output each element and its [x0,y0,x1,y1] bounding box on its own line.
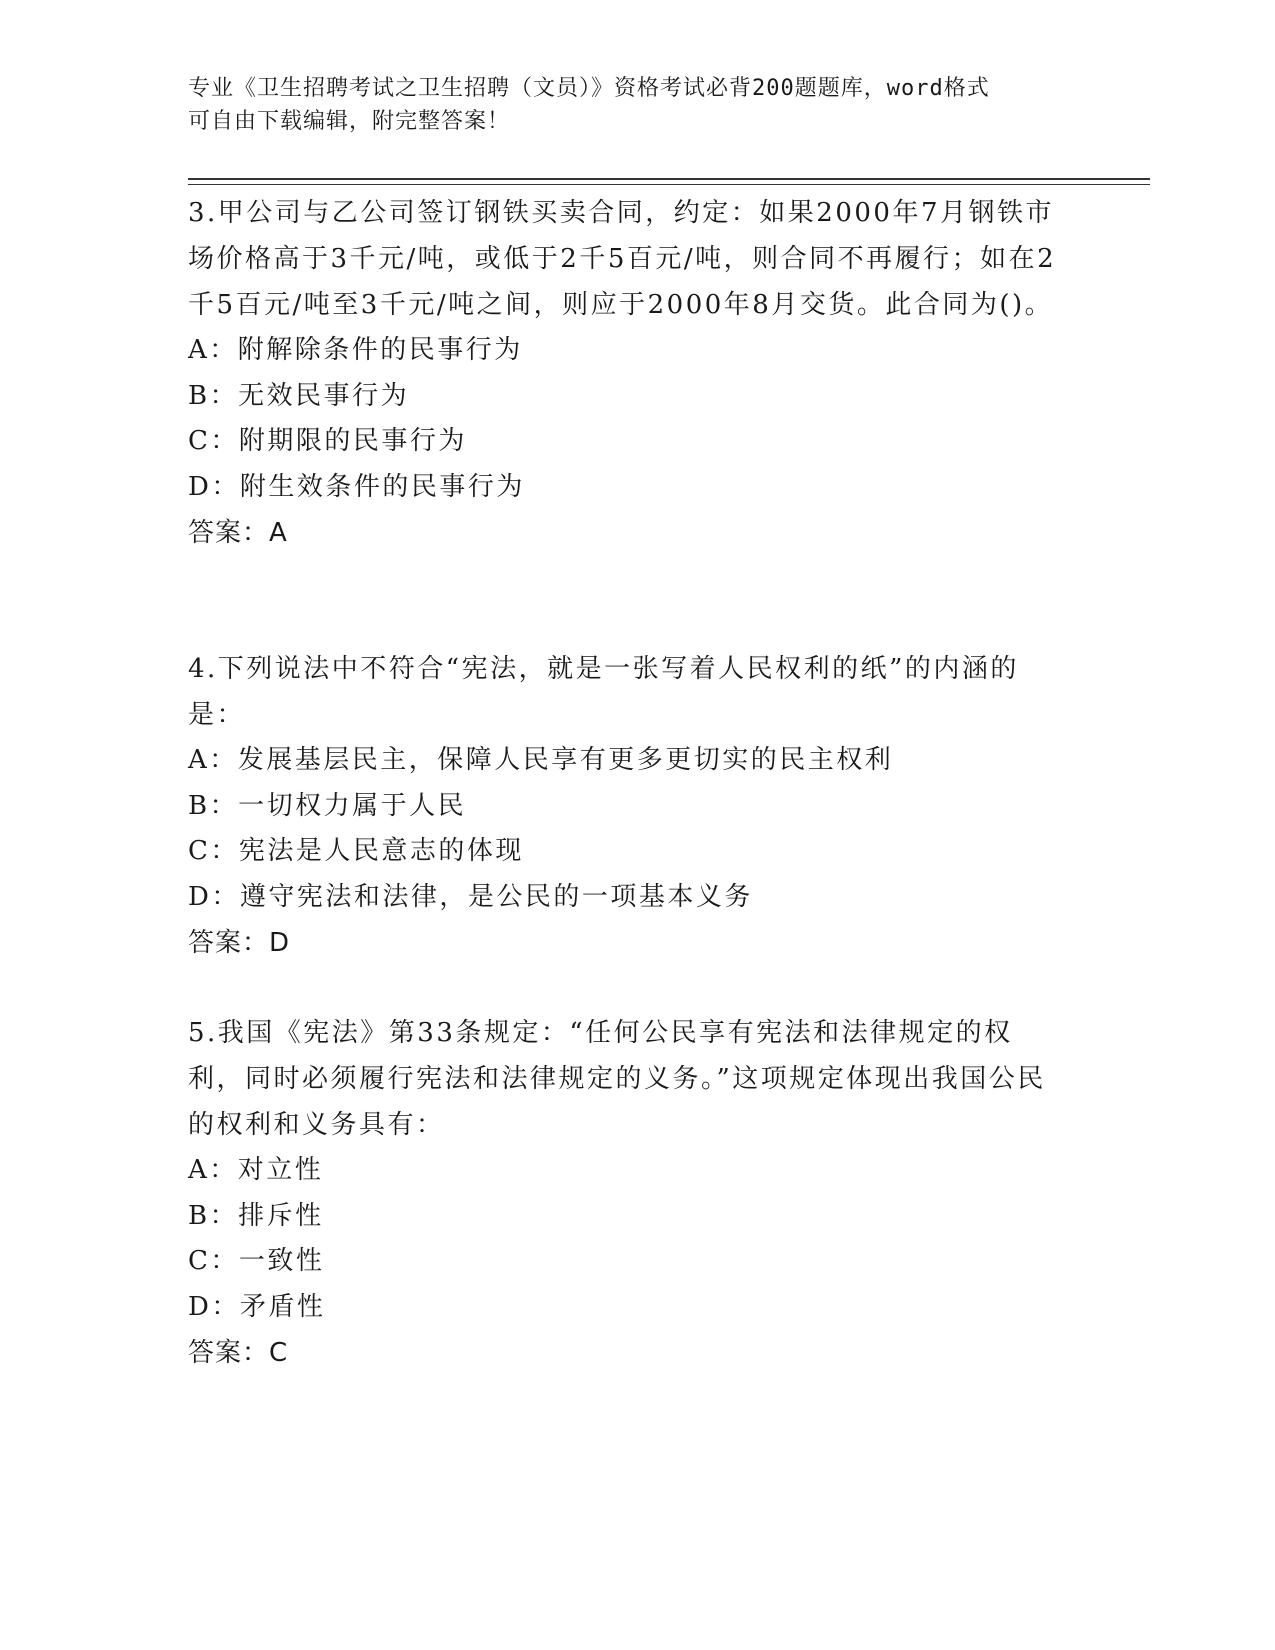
option-b: B：无效民事行为 [188,380,410,411]
option-a: A：附解除条件的民事行为 [188,335,523,365]
option-d: D：矛盾性 [188,1291,326,1322]
answer-line: 答案：C [188,1338,289,1368]
question-stem: 5.我国《宪法》第33条规定：“任何公民享有宪法和法律规定的权利，同时必须履行宪法和法律规定的义务。”这项规定体现出我国公民的权利和义务具有： [188,1018,1046,1140]
option-d: D：附生效条件的民事行为 [188,471,525,502]
document-header [188,72,1068,138]
option-c: C：一致性 [188,1246,325,1276]
option-c: C：宪法是人民意志的体现 [188,836,524,866]
answer-line: 答案：D [188,928,291,958]
option-a: A：对立性 [188,1155,324,1185]
option-d: D：遵守宪法和法律，是公民的一项基本义务 [188,881,753,912]
option-b: B：一切权力属于人民 [188,790,467,821]
header-divider-thick [188,178,1150,180]
question-stem: 3.甲公司与乙公司签订钢铁买卖合同，约定：如果2000年7月钢铁市场价格高于3千元/吨，或低于2千5百元/吨，则合同不再履行；如在2千5百元/吨至3千元/吨之间，则应于2000年8月交货。此合同为()。 [188,198,1057,320]
question-4 [188,646,1068,966]
option-a: A：发展基层民主，保障人民享有更多更切实的民主权利 [188,745,894,775]
question-stem: 4.下列说法中不符合“宪法，就是一张写着人民权利的纸”的内涵的是： [188,654,1019,730]
header-divider-thin [188,184,1150,185]
answer-line: 答案：A [188,518,288,548]
option-b: B：排斥性 [188,1200,324,1231]
option-c: C：附期限的民事行为 [188,426,467,456]
question-3 [188,190,1068,556]
header-line-2: 可自由下载编辑，附完整答案！ [188,109,511,134]
header-line-1: 专业《卫生招聘考试之卫生招聘（文员）》资格考试必背200题题库，word格式 [188,76,990,101]
question-5 [188,1010,1068,1376]
